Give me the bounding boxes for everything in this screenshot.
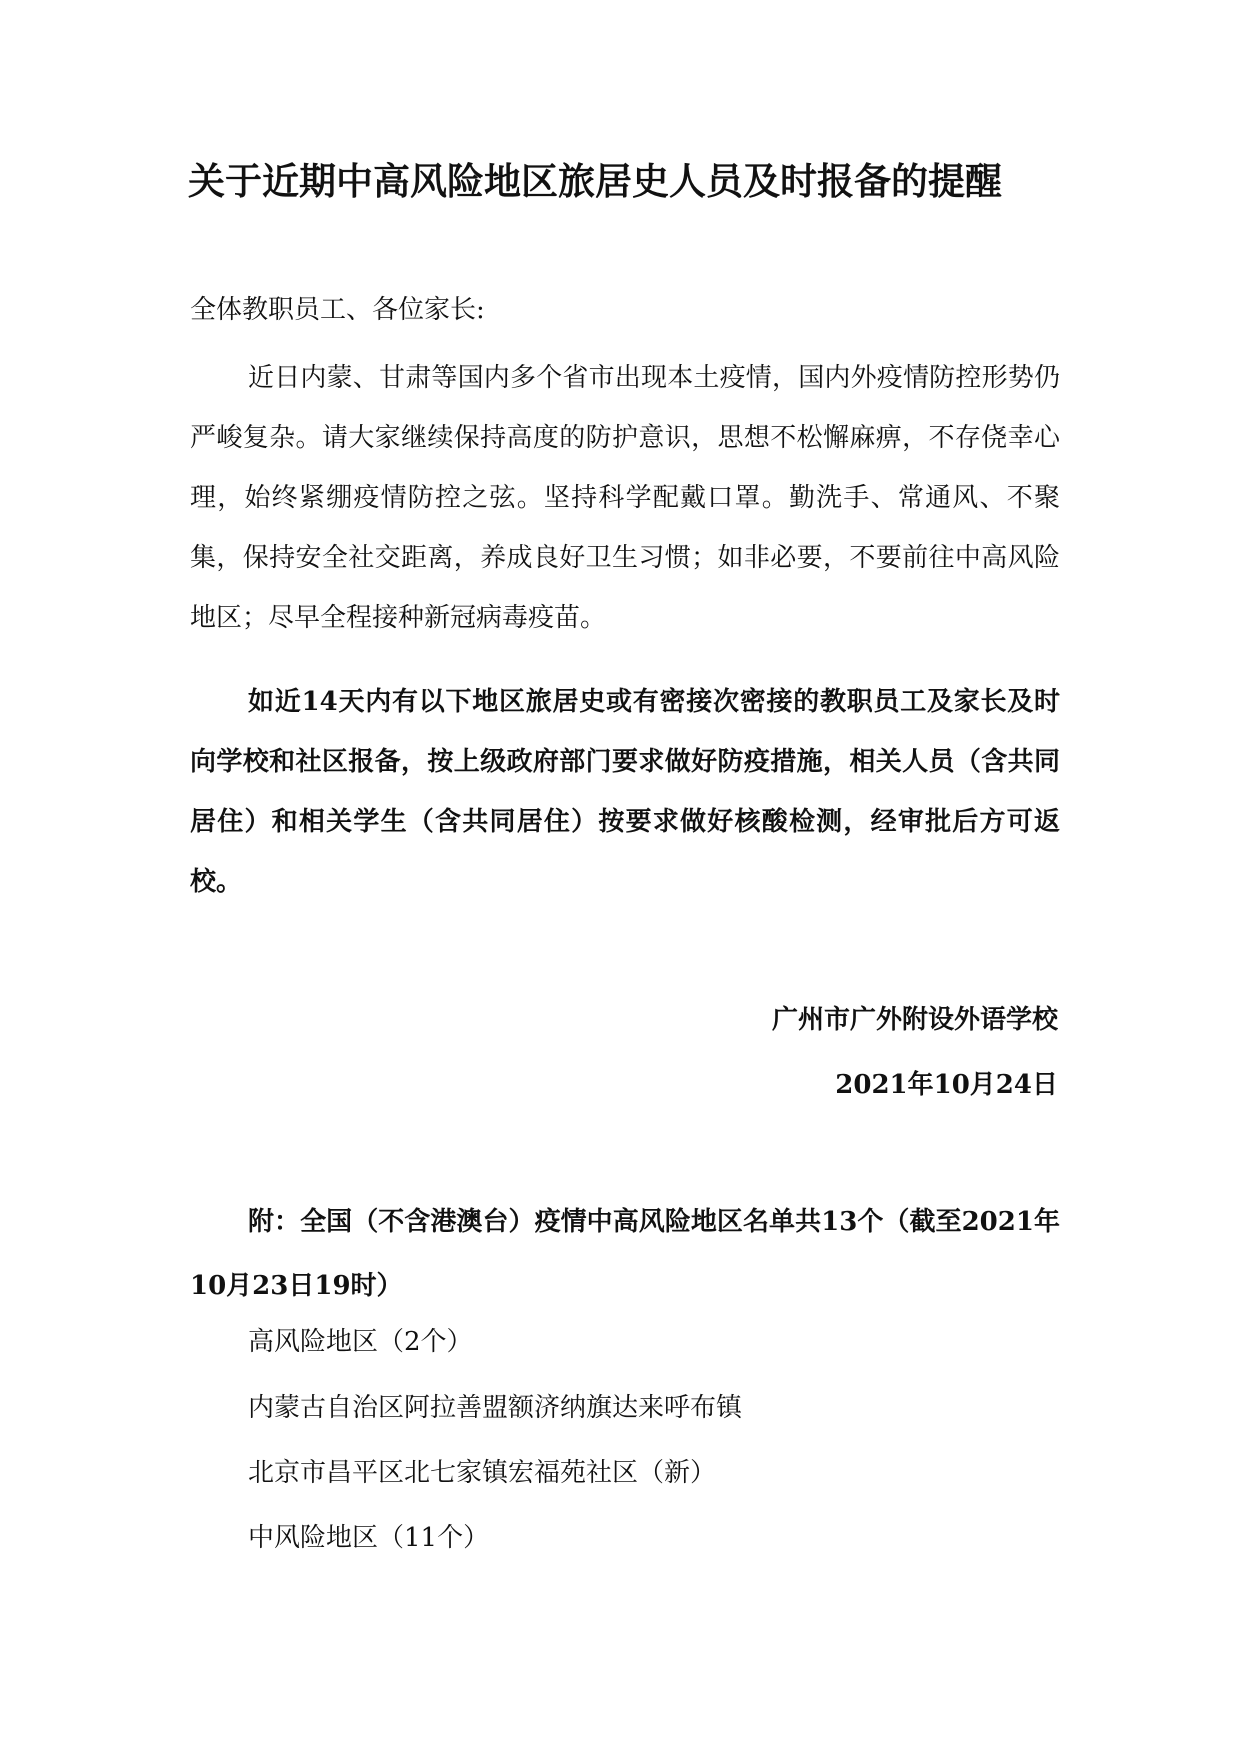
reporting-requirement-paragraph: 如近14天内有以下地区旅居史或有密接次密接的教职员工及家长及时向学校和社区报备，按上级政府部门要求做好防疫措施，相关人员（含共同居住）和相关学生（含共同居住）按要求做好核酸检测，经审批后方可返校。 xyxy=(190,687,1060,897)
medium-risk-heading: 中风险地区（11个） xyxy=(248,1523,490,1553)
high-risk-area-item: 北京市昌平区北七家镇宏福苑社区（新） xyxy=(248,1458,717,1488)
salutation: 全体教职员工、各位家长: xyxy=(190,295,485,325)
notice-paragraph: 近日内蒙、甘肃等国内多个省市出现本土疫情，国内外疫情防控形势仍严峻复杂。请大家继续保持高度的防护意识，思想不松懈麻痹，不存侥幸心理，始终紧绷疫情防控之弦。坚持科学配戴口罩。勤洗手、常通风、不聚集，保持安全社交距离，养成良好卫生习惯；如非必要，不要前往中高风险地区；尽早全程接种新冠病毒疫苗。 xyxy=(190,363,1060,633)
appendix-heading: 附：全国（不含港澳台）疫情中高风险地区名单共13个（截至2021年10月23日19时） xyxy=(190,1207,1060,1301)
signature-date: 2021年10月24日 xyxy=(835,1070,1058,1100)
signature-organization: 广州市广外附设外语学校 xyxy=(771,1005,1058,1035)
high-risk-area-item: 内蒙古自治区阿拉善盟额济纳旗达来呼布镇 xyxy=(248,1393,743,1423)
document-title: 关于近期中高风险地区旅居史人员及时报备的提醒 xyxy=(188,159,1002,203)
high-risk-heading: 高风险地区（2个） xyxy=(248,1327,473,1357)
